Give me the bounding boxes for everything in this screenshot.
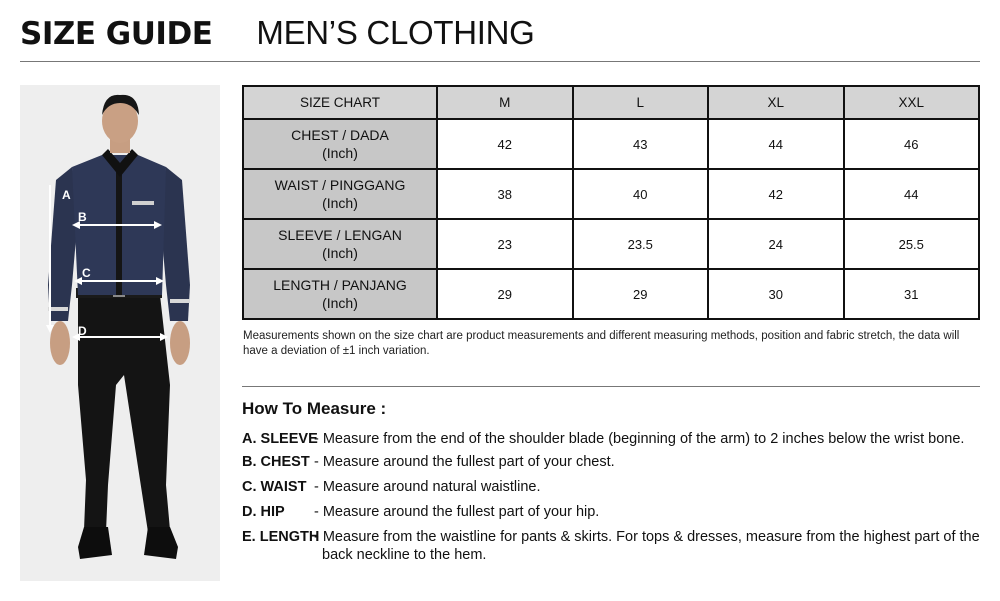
marker-d: D [78, 324, 87, 338]
size-col-l: L [573, 86, 709, 119]
list-item [242, 503, 987, 521]
measure-text: - Measure around the fullest part of your hip. [314, 504, 600, 520]
table-row [243, 219, 979, 269]
measure-key-waist: C. WAIST [242, 479, 307, 495]
list-item [242, 478, 987, 496]
how-to-measure-list [242, 430, 987, 569]
size-col-m: M [437, 86, 573, 119]
size-chart-corner: SIZE CHART [243, 86, 437, 119]
row-label-length: LENGTH / PANJANG (Inch) [243, 269, 437, 319]
measurement-note: Measurements shown on the size chart are product measurements and different measuring methods, position and fabric stretch, the data will have a deviation of ±1 inch variation. [243, 330, 960, 357]
table-cell: 23 [437, 219, 573, 269]
section-divider [242, 386, 980, 387]
table-cell: 44 [844, 169, 980, 219]
list-item [242, 453, 987, 471]
row-label-chest: CHEST / DADA (Inch) [243, 119, 437, 169]
marker-c: C [82, 266, 91, 280]
size-chart-table [242, 85, 980, 320]
table-cell: 30 [708, 269, 844, 319]
table-cell: 40 [573, 169, 709, 219]
page-subtitle: MEN’S CLOTHING [256, 14, 535, 51]
table-cell: 29 [437, 269, 573, 319]
table-row [243, 269, 979, 319]
measure-key-chest: B. CHEST [242, 454, 310, 470]
row-label-waist: WAIST / PINGGANG (Inch) [243, 169, 437, 219]
measure-text: - Measure from the end of the shoulder blade (beginning of the arm) to 2 inches below the wrist bone. [314, 431, 965, 447]
table-cell: 23.5 [573, 219, 709, 269]
page-title: SIZE GUIDE [20, 16, 213, 52]
header-divider [20, 61, 980, 62]
measure-text: - Measure from the waistline for pants & skirts. For tops & dresses, measure from the highest part of the back neckline to the hem. [314, 529, 980, 563]
table-cell: 46 [844, 119, 980, 169]
table-cell: 42 [437, 119, 573, 169]
table-cell: 38 [437, 169, 573, 219]
size-col-xxl: XXL [844, 86, 980, 119]
how-to-measure-title: How To Measure : [242, 399, 387, 418]
measure-key-sleeve: A. SLEEVE [242, 431, 318, 447]
table-cell: 44 [708, 119, 844, 169]
list-item [242, 528, 987, 564]
measure-text: - Measure around natural waistline. [314, 479, 541, 495]
table-cell: 43 [573, 119, 709, 169]
table-cell: 31 [844, 269, 980, 319]
table-cell: 24 [708, 219, 844, 269]
size-header-row [243, 86, 979, 119]
table-cell: 42 [708, 169, 844, 219]
model-photo [20, 85, 220, 581]
measure-text: - Measure around the fullest part of your chest. [314, 454, 615, 470]
list-item [242, 430, 987, 448]
marker-a: A [62, 188, 71, 202]
table-cell: 29 [573, 269, 709, 319]
measure-key-length: E. LENGTH [242, 529, 320, 545]
page-header [20, 14, 535, 58]
model-illustration [20, 85, 220, 581]
size-col-xl: XL [708, 86, 844, 119]
measure-key-hip: D. HIP [242, 504, 285, 520]
table-cell: 25.5 [844, 219, 980, 269]
row-label-sleeve: SLEEVE / LENGAN (Inch) [243, 219, 437, 269]
table-row [243, 119, 979, 169]
table-row [243, 169, 979, 219]
marker-b: B [78, 210, 87, 224]
